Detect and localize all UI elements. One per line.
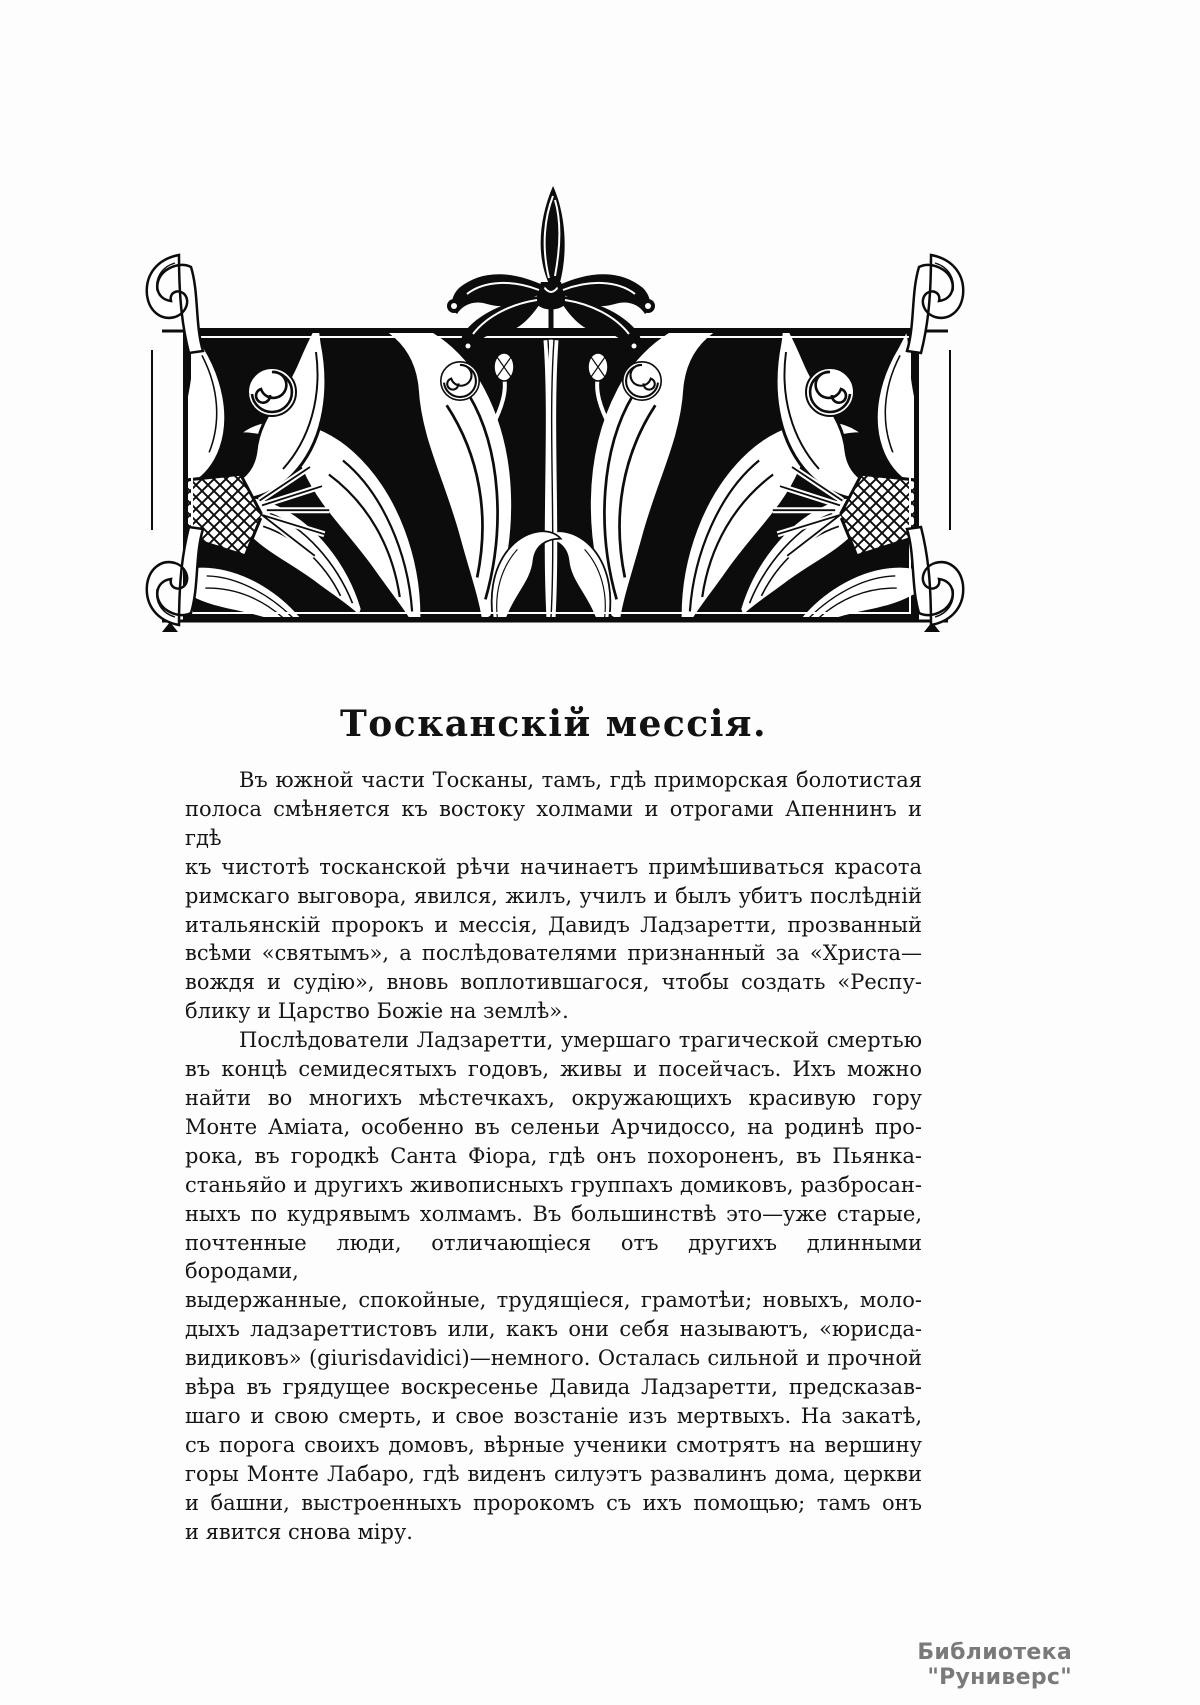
text-line: къ чистотѣ тосканской рѣчи начинаетъ примѣшиваться красота	[185, 854, 922, 879]
text-line: итальянскій пророкъ и мессія, Давидъ Ладзаретти, прозванный	[185, 912, 922, 937]
text-line: Въ южной части Тосканы, тамъ, гдѣ приморская болотистая	[239, 768, 922, 792]
paragraph	[185, 1026, 922, 1546]
text-line: ныхъ по кудрявымъ холмамъ. Въ большинствѣ это—уже старые,	[185, 1201, 922, 1226]
text-line: найти во многихъ мѣстечкахъ, окружающихъ красивую гору	[185, 1085, 922, 1110]
text-line: вождя и судію», вновь воплотившагося, чтобы создать «Респу-	[185, 970, 922, 995]
text-line: станьяйо и другихъ живописныхъ группахъ домиковъ, разбросан-	[185, 1172, 922, 1197]
text-line: римскаго выговора, явился, жилъ, училъ и былъ убитъ послѣдній	[185, 883, 922, 908]
headpiece-engraving	[140, 185, 970, 633]
page-title: Тосканскій мессія.	[339, 703, 768, 745]
library-watermark: Библиотека "Руниверс"	[917, 1640, 1072, 1690]
text-line: всѣми «святымъ», а послѣдователями признанный за «Христа—	[185, 941, 922, 966]
text-line: полоса смѣняется къ востоку холмами и отрогами Апеннинъ и гдѣ	[185, 796, 922, 850]
text-line: съ порога своихъ домовъ, вѣрные ученики смотрятъ на вершину	[185, 1432, 922, 1457]
ornament-crest	[447, 186, 655, 352]
text-line: горы Монте Лабаро, гдѣ виденъ силуэтъ развалинъ дома, церкви	[185, 1461, 922, 1486]
headpiece-ornament	[140, 185, 970, 633]
text-line: въ концѣ семидесятыхъ годовъ, живы и посейчасъ. Ихъ можно	[185, 1057, 922, 1082]
text-line: рока, въ городкѣ Санта Фіора, гдѣ онъ похороненъ, въ Пьянка-	[185, 1143, 922, 1168]
text-line: дыхъ ладзареттистовъ или, какъ они себя называютъ, «юрисда-	[185, 1317, 922, 1342]
text-line: и башни, выстроенныхъ пророкомъ съ ихъ помощью; тамъ онъ	[185, 1490, 922, 1515]
text-line: видиковъ» (giurisdavidici)—немного. Осталась сильной и прочной	[185, 1346, 922, 1371]
text-line: вѣра въ грядущее воскресенье Давида Ладзаретти, предсказав-	[185, 1375, 922, 1400]
text-line: Монте Аміата, особенно въ селеньи Арчидоссо, на родинѣ про-	[185, 1114, 922, 1139]
text-line: Послѣдователи Ладзаретти, умершаго трагической смертью	[239, 1028, 922, 1053]
body-text	[185, 766, 922, 1546]
paragraph	[185, 766, 922, 1026]
text-line: выдержанные, спокойные, трудящіеся, грамотѣи; новыхъ, моло-	[185, 1288, 922, 1313]
text-line: почтенные люди, отличающіеся отъ другихъ длинными бородами,	[185, 1230, 922, 1284]
ornament-panel	[140, 313, 970, 633]
text-line: и явится снова міру.	[185, 1519, 413, 1544]
text-line: шаго и свою смерть, и свое возстаніе изъ мертвыхъ. На закатѣ,	[185, 1403, 922, 1428]
text-line: блику и Царство Божіе на землѣ».	[185, 999, 569, 1024]
